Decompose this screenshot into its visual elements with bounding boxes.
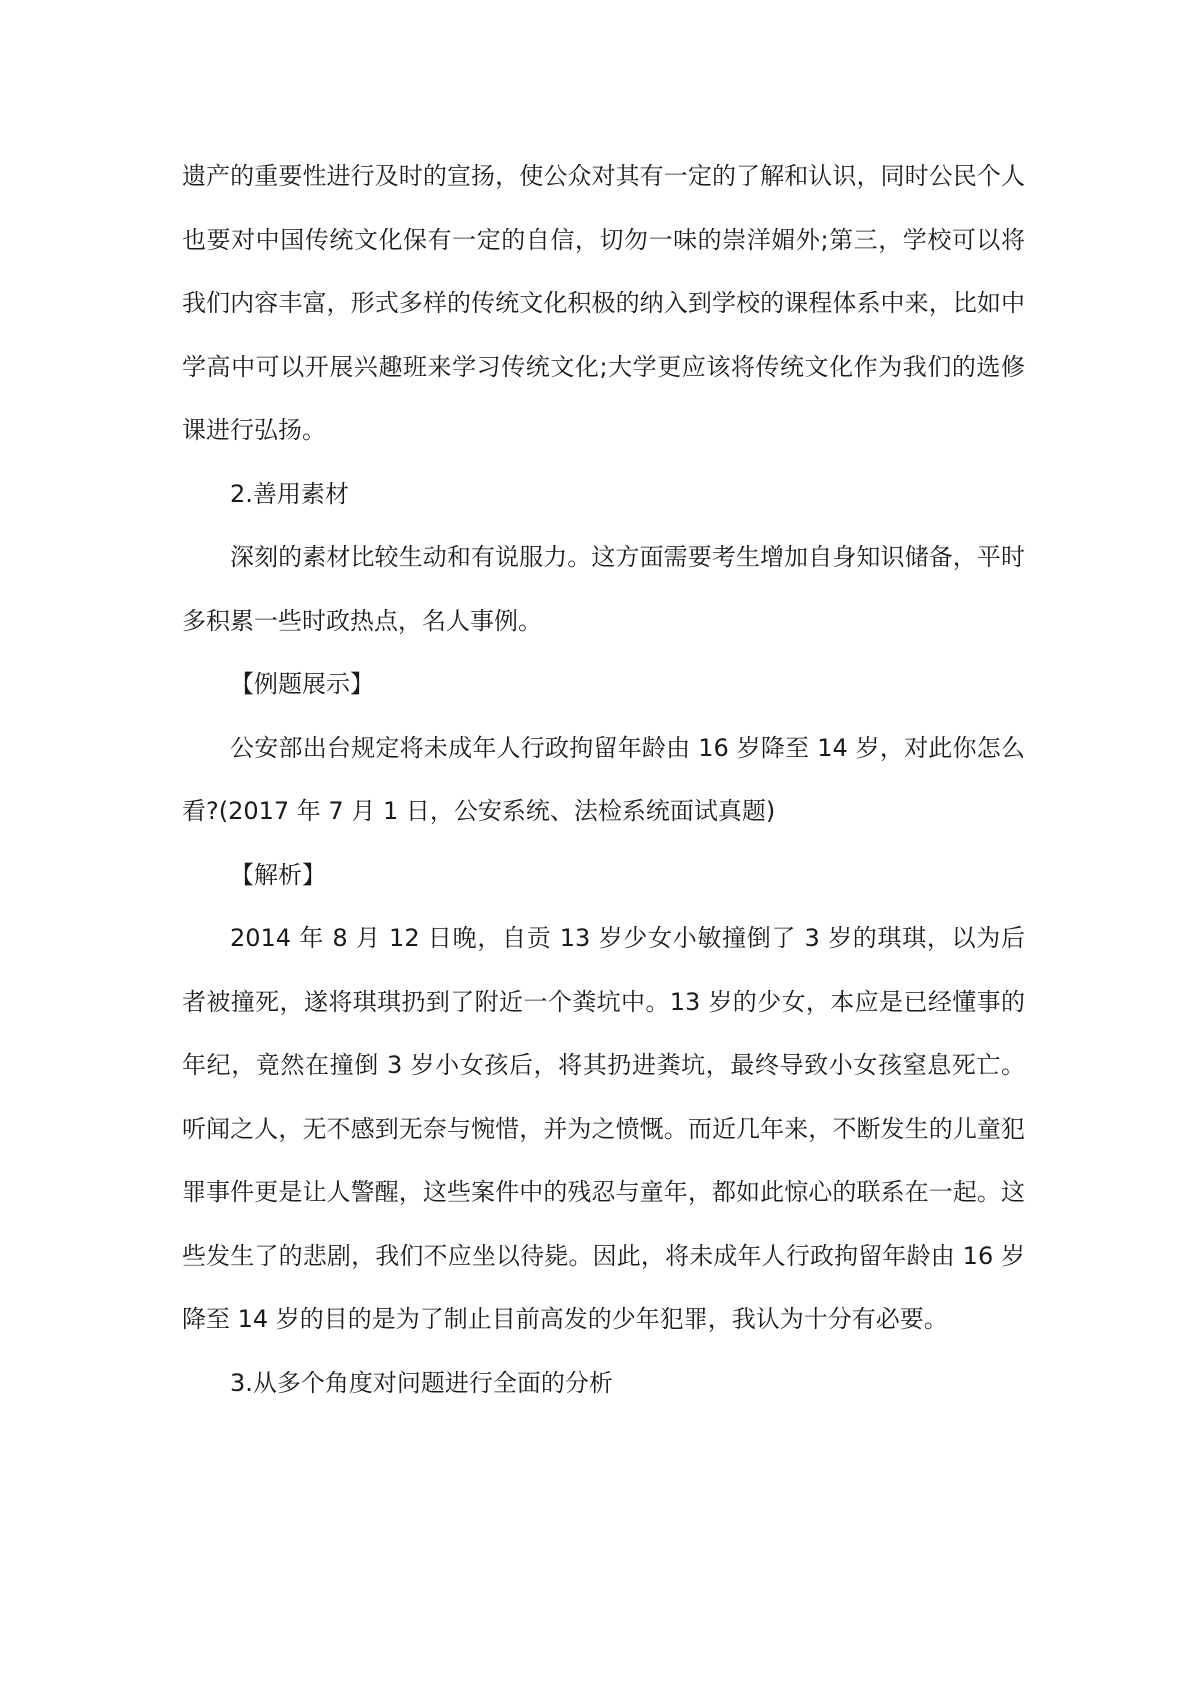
section-heading-multi-angle: 3.从多个角度对问题进行全面的分析 bbox=[230, 1368, 613, 1397]
document-page bbox=[182, 145, 1025, 1415]
paragraph-continuation: 遗产的重要性进行及时的宣扬，使公众对其有一定的了解和认识，同时公民个人也要对中国传统文化保有一定的自信，切勿一味的崇洋媚外;第三，学校可以将我们内容丰富，形式多样的传统文化积极的纳入到学校的课程体系中来，比如中学高中可以开展兴趣班来学习传统文化;大学更应该将传统文化作为我们的选修课进行弘扬。 bbox=[182, 162, 1025, 444]
analysis-paragraph: 2014 年 8 月 12 日晚，自贡 13 岁少女小敏撞倒了 3 岁的琪琪，以为后者被撞死，遂将琪琪扔到了附近一个粪坑中。13 岁的少女，本应是已经懂事的年纪，竟然在撞倒 3 岁小女孩后，将其扔进粪坑，最终导致小女孩窒息死亡。听闻之人，无不感到无奈与惋惜，并为之愤慨。而近几年来，不断发生的儿童犯罪事件更是让人警醒，这些案件中的残忍与童年，都如此惊心的联系在一起。这些发生了的悲剧，我们不应坐以待毙。因此，将未成年人行政拘留年龄由 16 岁降至 14 岁的目的是为了制止目前高发的少年犯罪，我认为十分有必要。 bbox=[182, 924, 1025, 1333]
example-question: 公安部出台规定将未成年人行政拘留年龄由 16 岁降至 14 岁，对此你怎么看?(2017 年 7 月 1 日，公安系统、法检系统面试真题) bbox=[182, 733, 1025, 825]
analysis-label: 【解析】 bbox=[230, 860, 326, 889]
section-heading-use-material: 2.善用素材 bbox=[230, 479, 349, 508]
paragraph-material: 深刻的素材比较生动和有说服力。这方面需要考生增加自身知识储备，平时多积累一些时政热点，名人事例。 bbox=[182, 543, 1025, 635]
example-label: 【例题展示】 bbox=[230, 670, 374, 698]
